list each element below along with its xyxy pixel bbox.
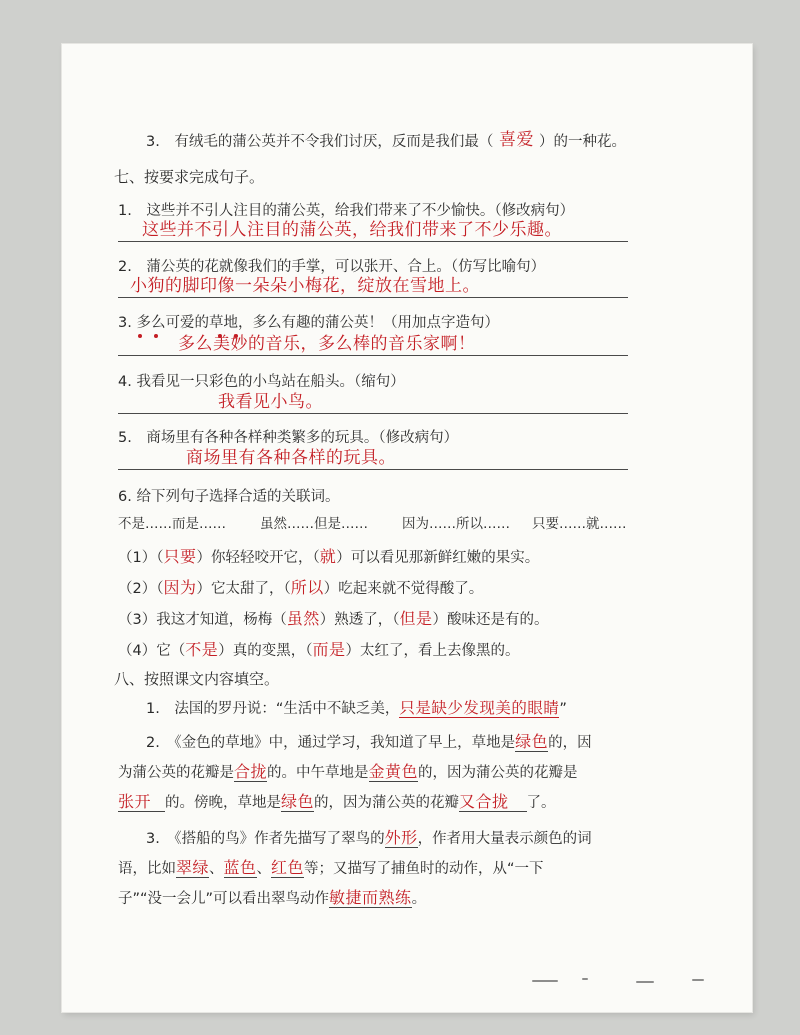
item-answer-1: 虽然: [286, 609, 320, 628]
item-text: ）你轻轻咬开它，（: [196, 550, 320, 566]
fill-1-answer: 只是缺少发现美的眼睛: [399, 699, 560, 717]
fill-3-line-3: [118, 890, 426, 907]
conjunction-item-2: [118, 580, 483, 597]
item-answer-2: 就: [319, 547, 337, 566]
item-answer-1: 因为: [163, 578, 197, 597]
fill-text: 3. 《搭船的鸟》作者先描写了翠鸟的: [146, 831, 385, 847]
conjunction-option: 不是……而是……: [118, 516, 226, 532]
q7-3-text-before: 3. 有绒毛的蒲公英并不令我们讨厌，反而是我们最（: [146, 134, 494, 150]
conjunction-item-3: [118, 611, 549, 628]
sentence-4-prompt: 4. 我看见一只彩色的小鸟站在船头。（缩句）: [118, 374, 405, 390]
fill-2-answer-6: 又合拢: [459, 792, 527, 812]
fill-2-answer-3: 金黄色: [368, 762, 419, 781]
fill-text: 2. 《金色的草地》中，通过学习，我知道了早上，草地是: [146, 735, 516, 751]
worksheet-page: [62, 44, 752, 1012]
section-7-title: 七、按要求完成句子。: [114, 168, 265, 186]
fill-3-answer-2: 翠绿: [176, 858, 210, 877]
fill-text: 语，比如: [118, 861, 176, 877]
section-8-title: 八、按照课文内容填空。: [114, 670, 280, 688]
conjunction-option: 只要……就……: [532, 516, 627, 532]
sentence-1-prompt: 1. 这些并不引人注目的蒲公英，给我们带来了不少愉快。（修改病句）: [118, 203, 575, 219]
item-text: ）吃起来就不觉得酸了。: [323, 581, 484, 597]
conjunction-option: 因为……所以……: [402, 516, 510, 532]
sentence-1-answer-line: [118, 241, 628, 242]
fill-2-line-2: [118, 764, 578, 781]
fill-3-answer-3: 蓝色: [223, 858, 257, 877]
fill-text: 。: [411, 891, 427, 907]
scan-mark: [636, 981, 654, 983]
sentence-1-answer: 这些并不引人注目的蒲公英，给我们带来了不少乐趣。: [142, 220, 562, 240]
fill-2-answer-5: 绿色: [281, 792, 315, 811]
item-text: ）真的变黑，（: [218, 643, 313, 659]
fill-text: 为蒲公英的花瓣是: [118, 765, 234, 781]
fill-text: ，作者用大量表示颜色的词: [417, 831, 592, 847]
fill-2-answer-2: 合拢: [234, 762, 268, 781]
fill-text: 的，因: [548, 735, 592, 751]
fill-text: 等；又描写了捕鱼时的动作，从“一下: [304, 861, 544, 877]
sentence-4-answer-line: [118, 413, 628, 414]
scan-mark: [692, 979, 704, 981]
conjunction-item-4: [118, 642, 520, 659]
sentence-2-prompt: 2. 蒲公英的花就像我们的手掌，可以张开、合上。（仿写比喻句）: [118, 259, 546, 275]
scan-mark: [532, 980, 558, 982]
item-text: （4）它（: [118, 643, 186, 659]
sentence-5-prompt: 5. 商场里有各种各样种类繁多的玩具。（修改病句）: [118, 430, 459, 446]
fill-2-line-3: [118, 794, 556, 811]
sentence-2-answer-line: [118, 297, 628, 298]
item-text: ）太红了，看上去像黑的。: [345, 643, 520, 659]
item-text: （2）（: [118, 581, 164, 597]
sentence-4-answer: 我看见小鸟。: [218, 392, 323, 412]
fill-text: 了。: [526, 795, 556, 811]
fill-text: 的。中午草地是: [267, 765, 369, 781]
q7-3-answer: 喜爱: [499, 130, 534, 150]
sentence-6-prompt: 6. 给下列句子选择合适的关联词。: [118, 489, 340, 505]
sentence-2-answer: 小狗的脚印像一朵朵小梅花，绽放在雪地上。: [130, 276, 480, 296]
fill-text: ”: [559, 701, 567, 717]
item-answer-2: 但是: [399, 609, 433, 628]
item-text: ）熟透了，（: [319, 612, 400, 628]
fill-3-line-2: [118, 860, 544, 877]
fill-3-answer-1: 外形: [384, 828, 418, 847]
fill-3-answer-4: 红色: [271, 858, 305, 877]
fill-text: 的，因为蒲公英的花瓣: [314, 795, 460, 811]
item-text: （3）我这才知道，杨梅（: [118, 612, 287, 628]
fill-3-answer-5: 敏捷而熟练: [329, 888, 412, 907]
fill-2-line-1: [146, 734, 592, 751]
sentence-3-answer-line: [118, 355, 628, 356]
conjunction-option: 虽然……但是……: [260, 516, 368, 532]
fill-text: 、: [209, 861, 224, 877]
item-text: ）酸味还是有的。: [432, 612, 549, 628]
fill-text: 的，因为蒲公英的花瓣是: [418, 765, 578, 781]
emphasis-dot: [154, 334, 158, 338]
sentence-5-answer-line: [118, 469, 628, 470]
fill-text: 、: [256, 861, 272, 877]
fill-3-line-1: [146, 830, 592, 847]
conjunction-item-1: [118, 549, 539, 566]
fill-2-answer-1: 绿色: [515, 732, 549, 751]
sentence-3-answer: 多么美妙的音乐，多么棒的音乐家啊！: [178, 334, 476, 354]
fill-text: 子”“没一会儿”可以看出翠鸟动作: [118, 891, 330, 907]
fill-2-answer-4: 张开: [118, 792, 165, 812]
sentence-3-prompt: 3. 多么可爱的草地，多么有趣的蒲公英！（用加点字造句）: [118, 315, 499, 331]
fill-text: 的。傍晚，草地是: [165, 795, 282, 811]
item-answer-2: 而是: [312, 640, 346, 659]
scan-mark: [582, 978, 588, 980]
item-text: （1）（: [118, 550, 164, 566]
q7-3-text-after: ）的一种花。: [539, 134, 626, 150]
fill-text: 1. 法国的罗丹说：“生活中不缺乏美，: [146, 701, 400, 717]
item-answer-1: 只要: [163, 547, 197, 566]
fill-1-text: [146, 701, 567, 717]
item-answer-1: 不是: [185, 640, 219, 659]
item-text: ）可以看见那新鲜红嫩的果实。: [336, 550, 540, 566]
sentence-5-answer: 商场里有各种各样的玩具。: [186, 448, 396, 468]
item-text: ）它太甜了，（: [196, 581, 291, 597]
item-answer-2: 所以: [290, 578, 324, 597]
emphasis-dot: [138, 334, 142, 338]
